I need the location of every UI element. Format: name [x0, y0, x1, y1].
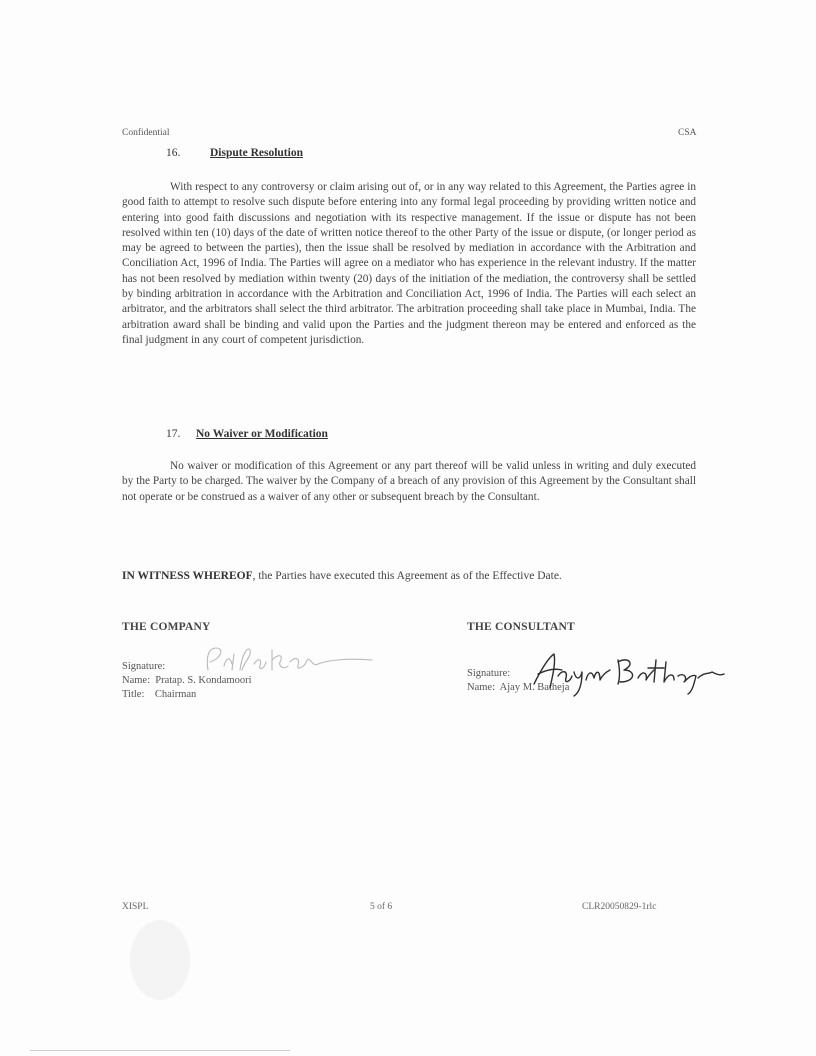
company-signature-label: Signature: — [122, 661, 166, 672]
section-16-paragraph — [122, 180, 696, 348]
consultant-name: Ajay M. Batheja — [499, 682, 570, 693]
section-17-paragraph — [122, 459, 696, 505]
section-16-title: Dispute Resolution — [210, 147, 303, 159]
consultant-name-label: Name: — [467, 682, 495, 693]
footer-page-number: 5 of 6 — [370, 902, 393, 912]
company-signature-image — [168, 640, 378, 682]
section-17-number: 17. — [166, 428, 181, 440]
footer-left-code: XISPL — [122, 902, 149, 912]
section-17-heading — [166, 428, 328, 440]
witness-statement — [122, 570, 702, 582]
section-16-body: With respect to any controversy or claim arising out of, or in any way related to this Agreement, the Parties agree in good faith to attempt to resolve such dispute before entering into any formal legal proceeding by providing written notice and entering into good faith discussions and negotiation with its respective management. If the issue or dispute has not been resolved within ten (10) days of the date of written notice thereof to the other Party of the issue or dispute, (or longer period as may be agreed to between the parties), then the issue shall be resolved by mediation in accordance with the Arbitration and Conciliation Act, 1996 of India. The Parties will agree on a mediator who has experience in the relevant industry. If the matter has not been resolved by mediation within twenty (20) days of the initiation of the mediation, the controversy shall be settled by binding arbitration in accordance with the Arbitration and Conciliation Act, 1996 of India. The Parties will each select an arbitrator, and the arbitrators shall select the third arbitrator. The arbitration proceeding shall take place in Mumbai, India. The arbitration award shall be binding and valid upon the Parties and the judgment thereon may be entered and enforced as the final judgment in any court of competent jurisdiction. — [122, 181, 696, 346]
section-16-heading — [166, 147, 303, 159]
witness-rest: , the Parties have executed this Agreement as of the Effective Date. — [252, 570, 562, 582]
section-17-body: No waiver or modification of this Agreement or any part thereof will be valid unless in writing and duly executed by the Party to be charged. The waiver by the Company of a breach of any provision of this Agreement by the Consultant shall not operate or be construed as a waiver of any other or subsequent breach by the Consultant. — [122, 460, 696, 503]
section-16-number: 16. — [166, 147, 181, 159]
section-17-title: No Waiver or Modification — [196, 428, 328, 440]
company-heading: THE COMPANY — [122, 621, 211, 633]
scan-smudge — [130, 920, 190, 1000]
scan-edge-line — [30, 1050, 290, 1051]
company-name: Pratap. S. Kondamoori — [155, 675, 252, 686]
company-title: Chairman — [154, 689, 197, 700]
company-title-line — [122, 688, 382, 702]
header-doc-code: CSA — [678, 128, 697, 138]
consultant-signature-label: Signature: — [467, 668, 511, 679]
header-confidential: Confidential — [122, 128, 170, 138]
consultant-heading: THE CONSULTANT — [467, 621, 575, 633]
footer-right-code: CLR20050829-1rlc — [582, 902, 657, 912]
witness-bold: IN WITNESS WHEREOF — [122, 570, 253, 582]
company-title-label: Title: — [122, 689, 145, 700]
company-name-label: Name: — [122, 675, 150, 686]
consultant-signature-image — [528, 650, 728, 698]
